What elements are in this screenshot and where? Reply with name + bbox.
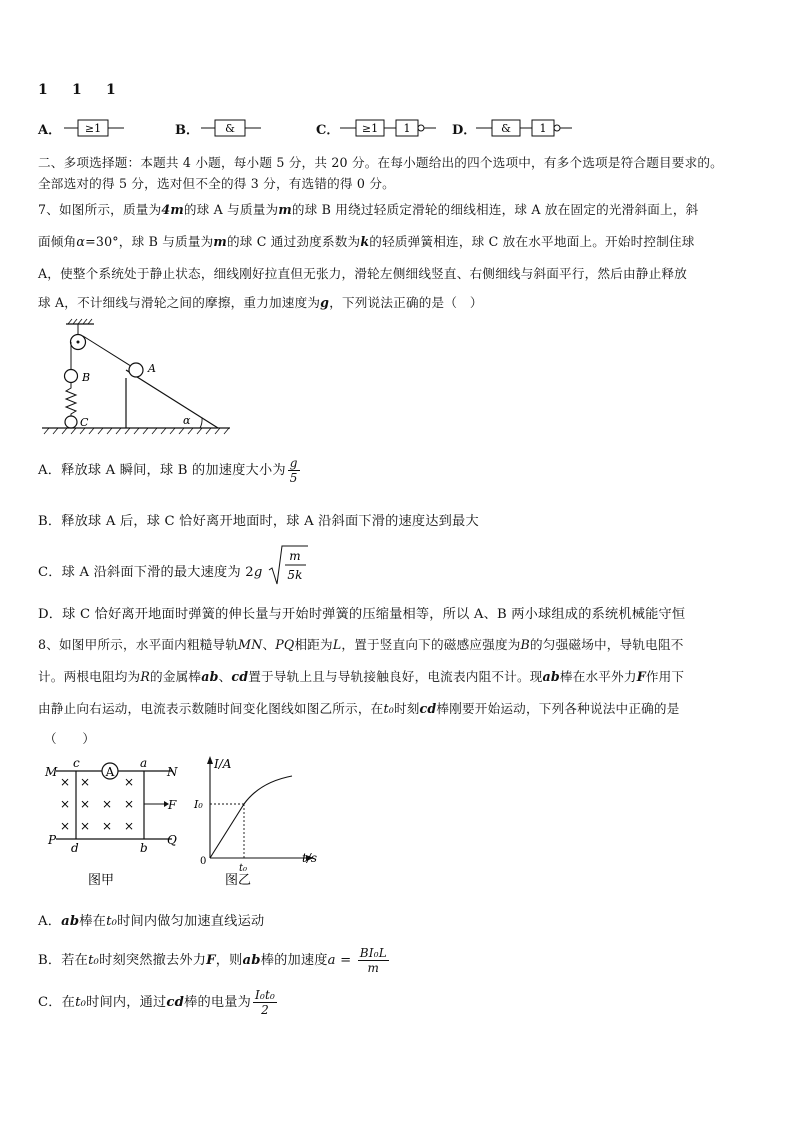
q7-option-a: A．释放球 A 瞬间，球 B 的加速度大小为 $\frac{g}{5}$ [38, 456, 298, 485]
ball-c [65, 416, 77, 428]
field-cross: × [80, 797, 91, 811]
q6-option-c [316, 119, 339, 138]
label-alpha: α [183, 414, 191, 427]
q7-figure [40, 318, 240, 436]
field-cross: × [124, 797, 135, 811]
q7-option-c: C．球 A 沿斜面下滑的最大速度为 2g m 5k [38, 544, 308, 588]
field-cross: × [60, 775, 71, 789]
q7-line1: 7、如图所示，质量为4m的球 A 与质量为m的球 B 用绕过轻质定滑轮的细线相连，球 A 放在固定的光滑斜面上，斜 [38, 202, 699, 217]
or-gate-icon [64, 119, 126, 137]
x-axis-label: t/s [302, 851, 318, 865]
arrow-up-icon [207, 756, 213, 764]
field-cross: × [124, 775, 135, 789]
origin-label: 0 [200, 856, 207, 867]
and-gate-icon [201, 119, 263, 137]
label-c: C [80, 416, 89, 429]
top-row-item: 1 [38, 82, 48, 98]
sqrt-icon [268, 544, 308, 588]
label-b: b [140, 841, 148, 855]
option-label: B． [175, 123, 199, 138]
ball-a [129, 363, 143, 377]
section2-line2: 全部选对的得 5 分，选对但不全的得 3 分，有选错的得 0 分。 [38, 176, 395, 191]
sqrt-den: 5k [287, 568, 303, 582]
label-q: Q [167, 833, 177, 847]
top-row-item: 1 [72, 82, 82, 98]
gate-symbol: 1 [403, 122, 411, 135]
gate-symbol: & [225, 122, 235, 135]
field-cross: × [80, 819, 91, 833]
gate-symbol: ≥1 [361, 122, 379, 135]
fraction: $\frac{\text{I₀t₀}}{2}$ [255, 988, 275, 1017]
sqrt-num: m [289, 549, 301, 563]
q7-option-d: D．球 C 恰好离开地面时弹簧的伸长量与开始时弹簧的压缩量相等，所以 A、B 两小球组成的系统机械能守恒 [38, 607, 686, 622]
q6-option-d [452, 119, 476, 138]
caption-jia: 图甲 [88, 873, 115, 888]
fraction: $\frac{g}{5}$ [289, 456, 298, 485]
q7-line3: A，使整个系统处于静止状态，细线刚好拉直但无张力，滑轮左侧细线竖直、右侧细线与斜面平行，然后由静止释放 [38, 266, 687, 281]
q6-option-b [175, 119, 199, 138]
q8-option-a: A．ab棒在t₀时间内做匀加速直线运动 [38, 914, 265, 929]
option-label: D． [452, 123, 477, 138]
fraction: $\frac{\text{BI₀L}}{m}$ [359, 946, 387, 975]
q8-option-c: C．在t₀时间内，通过cd棒的电量为 $\frac{\text{I₀t₀}}{2}$ [38, 988, 275, 1017]
q7-line4: 球 A，不计细线与滑轮之间的摩擦，重力加速度为g，下列说法正确的是（ ） [38, 295, 483, 310]
q8-line3: 由静止向右运动，电流表示数随时间变化图线如图乙所示，在t₀时刻cd棒刚要开始运动，下列各种说法中正确的是 [38, 701, 680, 716]
current-curve [210, 776, 292, 858]
field-cross: × [102, 819, 113, 833]
field-cross: × [124, 819, 135, 833]
q6-option-a [38, 119, 61, 138]
q8-line4: （ ） [44, 731, 96, 746]
option-label: C． [316, 123, 340, 138]
label-n: N [167, 765, 178, 779]
q8-line1: 8、如图甲所示，水平面内粗糙导轨MN、PQ相距为L，置于竖直向下的磁感应强度为B的匀强磁场中，导轨电阻不 [38, 637, 684, 652]
top-row-item: 1 [106, 82, 116, 98]
label-b: B [82, 371, 91, 384]
label-c: c [73, 756, 80, 770]
field-cross: × [80, 775, 91, 789]
section2-line1: 二、多项选择题：本题共 4 小题，每小题 5 分，共 20 分。在每小题给出的四个选项中，有多个选项是符合题目要求的。 [38, 155, 723, 170]
ball-b [65, 370, 78, 383]
q7-line2: 面倾角α=30°，球 B 与质量为m的球 C 通过劲度系数为k的轻质弹簧相连，球 C 放在水平地面上。开始时控制住球 [38, 234, 695, 249]
label-a: a [140, 756, 148, 770]
field-cross: × [60, 819, 71, 833]
i0-label: I₀ [194, 798, 203, 811]
gate-symbol: & [501, 122, 511, 135]
magnetic-field [60, 775, 134, 833]
nor-gate-icon [340, 119, 440, 137]
q8-figure-jia [40, 756, 190, 890]
nand-gate-icon [476, 119, 576, 137]
label-m: M [45, 765, 58, 779]
q8-option-b: B．若在t₀时刻突然撤去外力F，则ab棒的加速度a = $\frac{\text{BI₀L}}{m}$ [38, 946, 387, 975]
gate-symbol: 1 [539, 122, 547, 135]
svg-text:A: A [105, 765, 115, 779]
q8-figure-yi [190, 752, 330, 890]
spring [66, 383, 76, 416]
q8-line2: 计。两根电阻均为R的金属棒ab、cd置于导轨上且与导轨接触良好，电流表内阻不计。现ab棒在水平外力F作用下 [38, 669, 685, 684]
incline [126, 370, 218, 428]
y-axis-label: I/A [214, 757, 232, 771]
label-f: F [168, 798, 177, 812]
q7-option-b: B．释放球 A 后，球 C 恰好离开地面时，球 A 沿斜面下滑的速度达到最大 [38, 514, 479, 529]
label-a: A [148, 362, 156, 375]
label-p: P [48, 833, 57, 847]
gate-symbol: ≥1 [84, 122, 102, 135]
label-d: d [71, 841, 79, 855]
field-cross: × [60, 797, 71, 811]
option-label: A． [38, 123, 62, 138]
t0-label: t₀ [239, 863, 248, 874]
field-cross: × [102, 797, 113, 811]
caption-yi: 图乙 [225, 873, 252, 888]
